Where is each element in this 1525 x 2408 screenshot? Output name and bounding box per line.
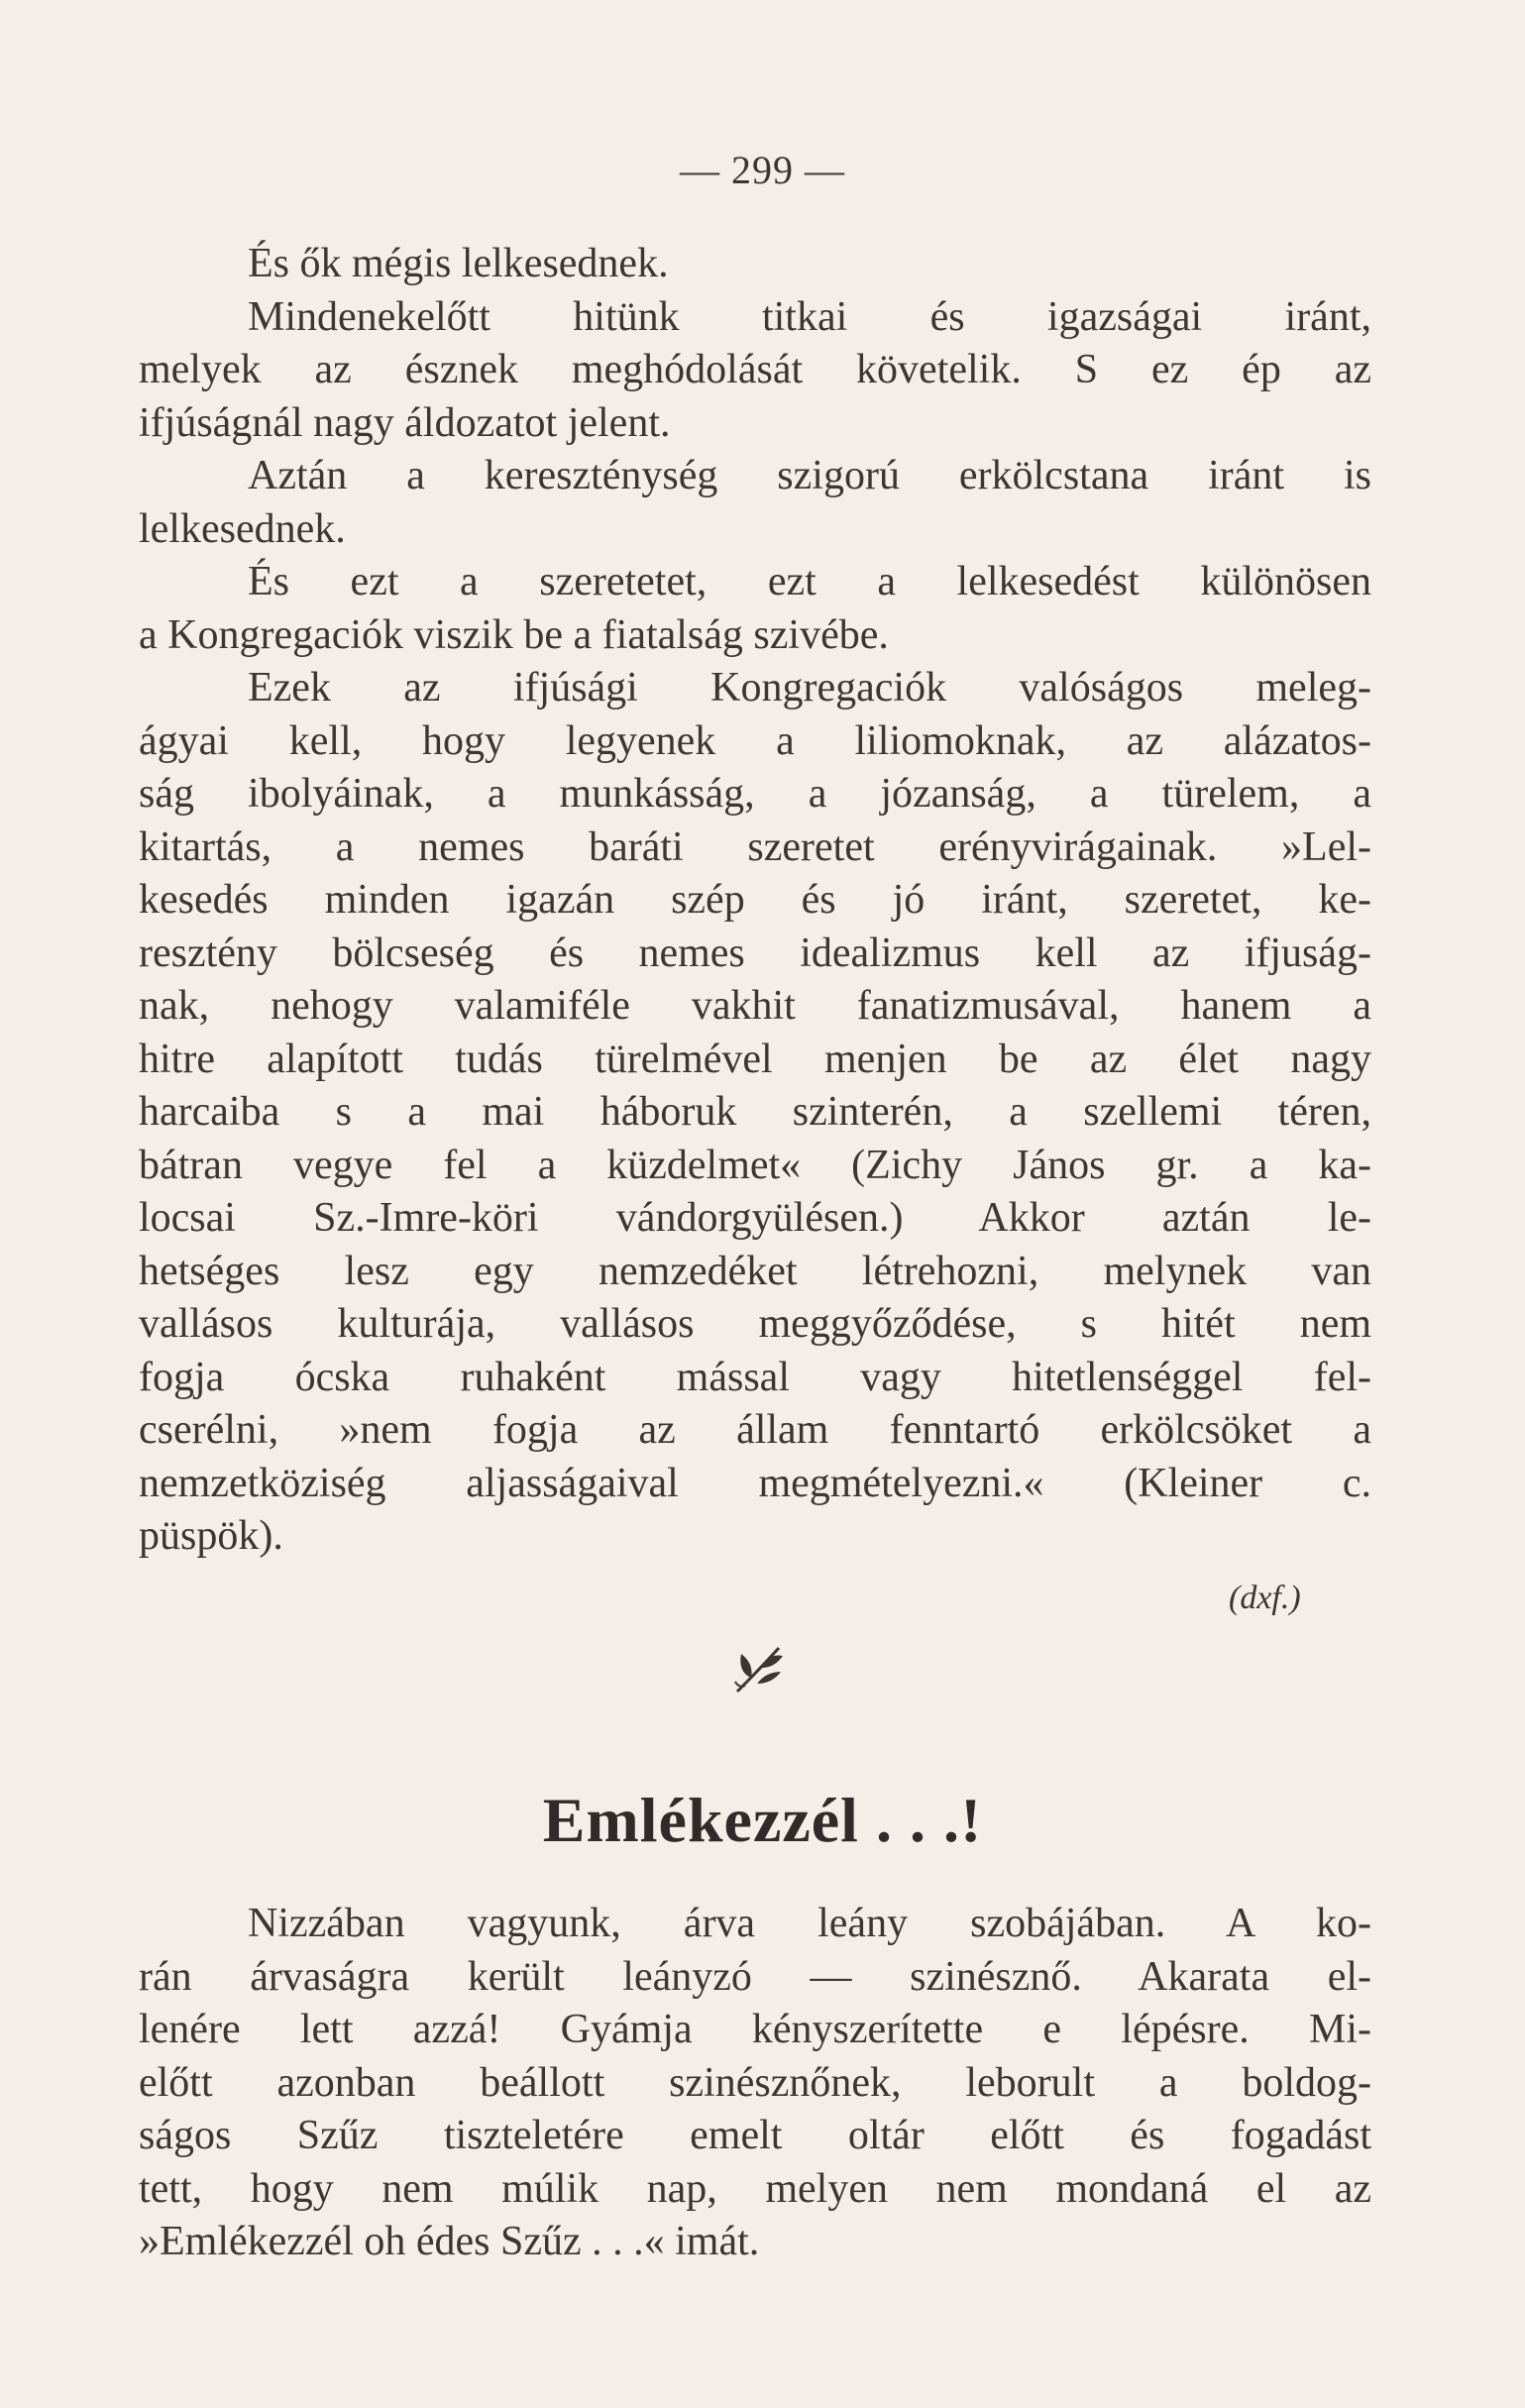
text-line: Aztán a kereszténység szigorú erkölcstana iránt is <box>248 453 1371 498</box>
text-line: cserélni, »nem fogja az állam fenntartó erkölcsöket a <box>139 1407 1371 1453</box>
text-line: nemzetköziség aljasságaival megmételyezni.« (Kleiner c. <box>139 1460 1371 1506</box>
text-line: tett, hogy nem múlik nap, melyen nem mondaná el az <box>139 2165 1371 2212</box>
text-line: a Kongregaciók viszik be a fiatalság szivébe. <box>139 611 889 658</box>
text-line: Ezek az ifjúsági Kongregaciók valóságos meleg- <box>248 665 1371 711</box>
section-heading: Emlékezzél . . .! <box>542 1785 983 1855</box>
author-signature: (dxf.) <box>1229 1580 1301 1616</box>
text-line: lenére lett azzá! Gyámja kényszerítette e lépésre. Mi- <box>139 2007 1371 2052</box>
text-line: ságos Szűz tiszteletére emelt oltár előtt és fogadást <box>139 2113 1371 2158</box>
text-line: locsai Sz.-Imre-köri vándorgyülésen.) Akkor aztán le- <box>139 1195 1371 1241</box>
text-line: fogja ócska ruhaként mással vagy hitetlenséggel fel- <box>139 1354 1371 1400</box>
text-line: bátran vegye fel a küzdelmet« (Zichy János gr. a ka- <box>139 1142 1371 1188</box>
text-line: ágyai kell, hogy legyenek a liliomoknak, az alázatos- <box>139 717 1371 764</box>
text-line: kitartás, a nemes baráti szeretet erényvirágainak. »Lel- <box>139 823 1371 870</box>
text-line: És ők mégis lelkesednek. <box>248 241 669 286</box>
text-line: melyek az észnek meghódolását követelik. S ez ép az <box>139 347 1371 392</box>
text-line: És ezt a szeretetet, ezt a lelkesedést különösen <box>248 559 1371 604</box>
page-number: — 299 — <box>680 148 845 192</box>
text-line: harcaiba s a mai háboruk szinterén, a szellemi téren, <box>139 1089 1371 1135</box>
text-line: resztény bölcseség és nemes idealizmus kell az ifjuság- <box>139 930 1371 976</box>
text-line: kesedés minden igazán szép és jó iránt, szeretet, ke- <box>139 877 1371 923</box>
text-line: Nizzában vagyunk, árva leány szobájában. A ko- <box>248 1901 1371 1946</box>
text-line: hitre alapított tudás türelmével menjen be az élet nagy <box>139 1036 1371 1082</box>
text-line: ifjúságnál nagy áldozatot jelent. <box>139 399 671 446</box>
text-line: »Emlékezzél oh édes Szűz . . .« imát. <box>139 2219 760 2264</box>
text-line: vallásos kulturája, vallásos meggyőződése, s hitét nem <box>139 1301 1371 1347</box>
text-line: hetséges lesz egy nemzedéket létrehozni, melynek van <box>139 1248 1371 1294</box>
text-line: ság ibolyáinak, a munkásság, a józanság, a türelem, a <box>139 771 1371 817</box>
text-line: előtt azonban beállott szinésznőnek, leborult a boldog- <box>139 2059 1371 2106</box>
leaf-ornament-icon <box>731 1640 789 1697</box>
text-line: rán árvaságra került leányzó — szinésznő. Akarata el- <box>139 1953 1371 2000</box>
story-body <box>139 1898 1371 2269</box>
article-body <box>139 238 1371 1564</box>
text-line: nak, nehogy valamiféle vakhit fanatizmusával, hanem a <box>139 983 1371 1029</box>
text-line: lelkesednek. <box>139 505 346 552</box>
text-line: püspök). <box>139 1513 283 1559</box>
text-line: Mindenekelőtt hitünk titkai és igazságai iránt, <box>248 293 1371 340</box>
